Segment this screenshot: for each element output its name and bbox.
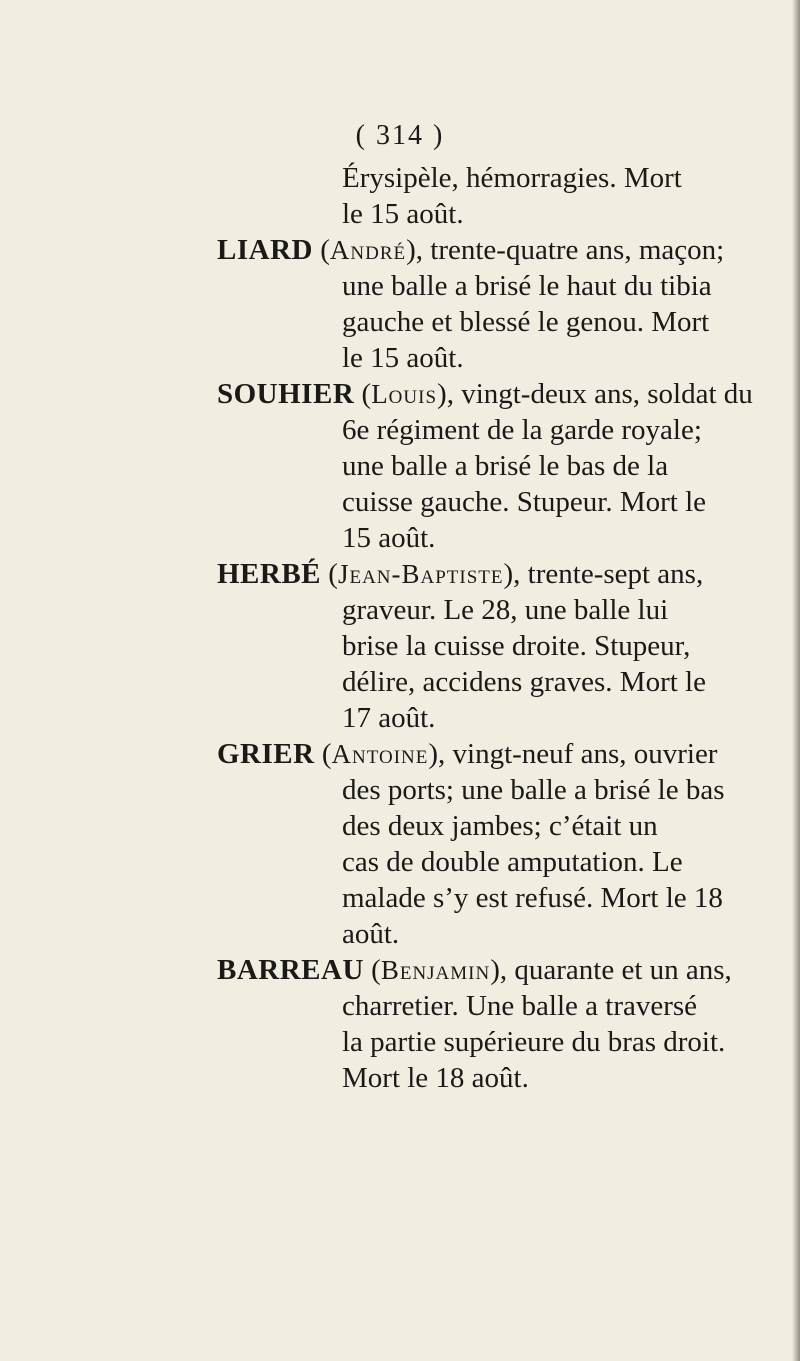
text-line: cas de double amputation. Le	[342, 846, 683, 878]
text-line: malade s’y est refusé. Mort le 18	[342, 882, 723, 914]
entry-surname: GRIER	[217, 738, 315, 770]
entry-given-name: Louis	[371, 379, 438, 409]
entry-description: ), vingt-deux ans, soldat du	[437, 378, 753, 410]
entry-header: HERBÉ (Jean-Baptiste), trente-sept ans,	[217, 558, 704, 590]
text-line: le 15 août.	[342, 198, 464, 230]
text-line: 6e régiment de la garde royale;	[342, 414, 702, 446]
text-line: 17 août.	[342, 702, 436, 734]
entry-description: ), trente-quatre ans, maçon;	[406, 234, 725, 266]
text-line: Érysipèle, hémorragies. Mort	[342, 162, 682, 194]
entry-description: ), trente-sept ans,	[503, 558, 704, 590]
text-line: graveur. Le 28, une balle lui	[342, 594, 669, 626]
text-line: la partie supérieure du bras droit.	[342, 1026, 726, 1058]
text-line: le 15 août.	[342, 342, 464, 374]
text-line: des deux jambes; c’était un	[342, 810, 658, 842]
text-line: août.	[342, 918, 400, 950]
text-line: une balle a brisé le bas de la	[342, 450, 669, 482]
text-line: brise la cuisse droite. Stupeur,	[342, 630, 691, 662]
entry-description: ), vingt-neuf ans, ouvrier	[428, 738, 718, 770]
entry-header: GRIER (Antoine), vingt-neuf ans, ouvrier	[217, 738, 718, 770]
entry-surname: BARREAU	[217, 954, 364, 986]
entry-given-name: André	[329, 235, 407, 265]
entry-given-name: Benjamin	[380, 955, 491, 985]
text-line: gauche et blessé le genou. Mort	[342, 306, 710, 338]
entry-header: SOUHIER (Louis), vingt-deux ans, soldat du	[217, 378, 753, 410]
entry-description: ), quarante et un ans,	[490, 954, 732, 986]
entry-given-name: Antoine	[331, 739, 429, 769]
text-line: 15 août.	[342, 522, 436, 554]
entry-surname: SOUHIER	[217, 378, 355, 410]
entry-header: BARREAU (Benjamin), quarante et un ans,	[217, 954, 732, 986]
text-line: des ports; une balle a brisé le bas	[342, 774, 725, 806]
entry-surname: LIARD	[217, 234, 313, 266]
page-edge-shadow	[792, 0, 800, 1361]
text-line: charretier. Une balle a traversé	[342, 990, 698, 1022]
text-line: Mort le 18 août.	[342, 1062, 529, 1094]
text-line: cuisse gauche. Stupeur. Mort le	[342, 486, 707, 518]
entry-header: LIARD (André), trente-quatre ans, maçon;	[217, 234, 725, 266]
text-line: une balle a brisé le haut du tibia	[342, 270, 712, 302]
entry-surname: HERBÉ	[217, 558, 322, 590]
entry-given-name: Jean-Baptiste	[337, 559, 504, 589]
page-number: ( 314 )	[355, 120, 445, 151]
text-line: délire, accidens graves. Mort le	[342, 666, 706, 698]
